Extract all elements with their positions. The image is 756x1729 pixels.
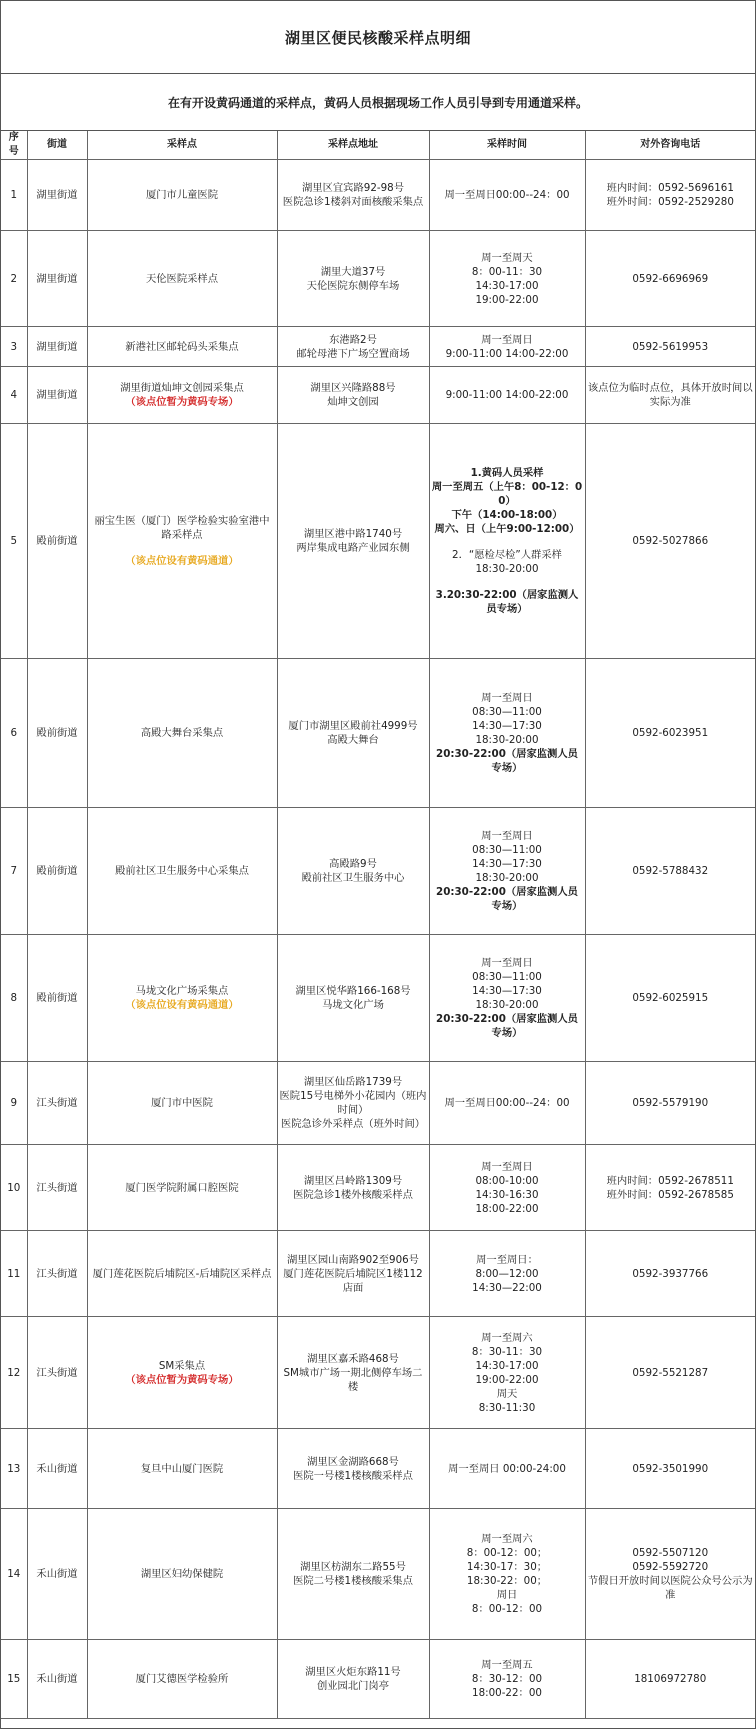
row-phone [585,231,755,327]
row-time [429,424,585,659]
row-street: 殿前街道 [27,659,87,808]
row-address [277,1145,429,1231]
site-name: 复旦中山厦门医院 [140,1462,224,1475]
header-index: 序 号 [1,131,27,160]
address-line: 两岸集成电路产业园东侧 [296,542,410,554]
phone-line: 0592-6696969 [632,272,709,285]
row-time [429,160,585,231]
row-street: 江头街道 [27,1317,87,1429]
address-line: 殿前社区卫生服务中心 [301,872,405,884]
time-line: 2．“愿检尽检”人群采样 [452,549,562,561]
table-row [1,1231,755,1317]
phone-line: 班外时间：0592-2529280 [606,196,734,208]
table-row [1,1640,755,1719]
time-line: 8:30-11:30 [478,1401,536,1414]
time-line: 18:30-20:00 [475,872,539,884]
time-line: 14:30—22:00 [472,1281,542,1294]
row-site [87,1317,277,1429]
row-phone [585,659,755,808]
row-time [429,231,585,327]
address-line: 医院15号电梯外小花园内（班内时间） [279,1090,427,1116]
row-phone [585,1062,755,1145]
row-address [277,1509,429,1640]
row-site [87,160,277,231]
address-line: 创业园北门岗亭 [316,1680,390,1692]
time-line: 8：00-11：30 [471,265,543,278]
time-line: 14:30-17:00 [475,1359,539,1372]
site-name: SM采集点 [158,1359,206,1372]
row-index: 11 [1,1231,27,1317]
time-line: 18:30-20:00 [475,563,539,575]
site-name: 天伦医院采样点 [145,272,219,285]
spacer [90,542,275,554]
header-phone: 对外咨询电话 [585,131,755,160]
site-name: 厦门莲花医院后埔院区-后埔院区采样点 [92,1267,272,1280]
phone-line: 18106972780 [634,1673,707,1685]
time-line: 周一至周日 [481,692,533,704]
row-address [277,1231,429,1317]
row-address [277,1429,429,1509]
time-line: 08:30—11:00 [472,844,542,856]
row-site [87,1145,277,1231]
row-index: 13 [1,1429,27,1509]
row-index: 3 [1,327,27,367]
site-name: 厦门市儿童医院 [145,189,219,201]
table-row [1,424,755,659]
row-street: 殿前街道 [27,935,87,1062]
address-line: 医院急诊外采样点（班外时间） [280,1118,426,1130]
table-row [1,1509,755,1640]
address-line: 医院急诊1楼斜对面核酸采集点 [282,196,424,208]
row-site [87,935,277,1062]
time-line: 18:30-20:00 [475,999,539,1011]
table-row [1,935,755,1062]
phone-line: 0592-5507120 [632,1547,709,1559]
phone-line: 0592-6023951 [632,727,709,739]
row-site [87,1062,277,1145]
row-time [429,1640,585,1719]
table-row [1,659,755,808]
time-line: 9:00-11:00 14:00-22:00 [445,347,569,360]
row-index: 10 [1,1145,27,1231]
site-name: 高殿大舞台采集点 [140,727,224,739]
address-line: 湖里大道37号 [320,265,386,278]
row-time [429,935,585,1062]
time-line-bold: 20:30-22:00（居家监测人员专场） [436,748,578,774]
row-phone [585,1231,755,1317]
time-line-bold: 20:30-22:00（居家监测人员专场） [436,1013,578,1039]
row-street: 湖里街道 [27,367,87,424]
time-line: 08:30—11:00 [472,971,542,983]
page-title: 湖里区便民核酸采样点明细 [284,28,471,47]
row-index: 6 [1,659,27,808]
row-time [429,1429,585,1509]
row-phone [585,424,755,659]
address-line: 灿坤文创园 [327,396,379,408]
phone-line: 该点位为临时点位，具体开放时间以实际为准 [587,382,753,408]
time-line: 周一至周日 [481,333,533,346]
row-address [277,424,429,659]
address-line: 湖里区园山南路902至906号 [287,1253,419,1266]
table-row [1,327,755,367]
time-line: 周日 [496,1589,518,1601]
row-street: 湖里街道 [27,231,87,327]
row-time [429,367,585,424]
row-index: 9 [1,1062,27,1145]
row-address [277,367,429,424]
time-line: 周一至周五（上午8：00-12：00） [431,481,583,507]
time-line: 周一至周日00:00--24：00 [444,189,570,201]
phone-line: 0592-5619953 [632,340,709,353]
time-line: 周一至周日 [481,957,533,969]
row-site [87,1640,277,1719]
time-line: 08:00-10:00 [475,1174,539,1187]
row-index: 5 [1,424,27,659]
row-phone [585,808,755,935]
row-address [277,1640,429,1719]
time-line: 14:30-17:00 [475,279,539,292]
sampling-table [1,131,755,1719]
time-line: 19:00-22:00 [475,1373,539,1386]
address-line: 湖里区枋湖东二路55号 [300,1561,406,1573]
address-line: 湖里区火炬东路11号 [305,1666,401,1678]
spacer [432,576,583,588]
row-street: 湖里街道 [27,160,87,231]
time-line: 14:30—17:30 [472,985,542,997]
table-header-row [1,131,755,160]
row-time [429,1145,585,1231]
phone-line: 0592-5592720 [632,1561,709,1573]
address-line: 厦门市湖里区殿前社4999号 [288,720,418,732]
row-street: 禾山街道 [27,1640,87,1719]
address-line: 湖里区仙岳路1739号 [303,1076,403,1088]
row-address [277,808,429,935]
phone-line: 班内时间：0592-5696161 [606,182,734,194]
row-address [277,1062,429,1145]
phone-line: 0592-5788432 [632,865,709,877]
table-row [1,808,755,935]
site-name: 湖里区妇幼保健院 [140,1568,224,1580]
row-address [277,935,429,1062]
row-address [277,1317,429,1429]
row-phone [585,1640,755,1719]
address-line: 医院一号楼1楼核酸采样点 [293,1469,413,1482]
time-line: 3.20:30-22:00（居家监测人员专场） [435,589,579,615]
row-street: 殿前街道 [27,424,87,659]
address-line: 湖里区吕岭路1309号 [303,1174,403,1187]
row-site [87,367,277,424]
site-note: （该点位暂为黄码专场） [125,1373,239,1386]
site-note: （该点位设有黄码通道） [125,999,239,1011]
row-site [87,808,277,935]
address-line: 医院急诊1楼外核酸采样点 [293,1188,413,1201]
row-index: 7 [1,808,27,935]
site-name: 厦门艾德医学检验所 [135,1673,229,1685]
row-phone [585,935,755,1062]
table-row [1,231,755,327]
site-note: （该点位暂为黄码专场） [125,396,239,408]
row-site [87,659,277,808]
time-line: 周一至周六 [481,1533,533,1545]
table-row [1,367,755,424]
row-site [87,231,277,327]
phone-line: 班内时间：0592-2678511 [606,1174,734,1187]
time-line: 周一至周日00:00--24：00 [444,1097,570,1109]
address-line: 湖里区港中路1740号 [303,528,403,540]
site-name: 厦门医学院附属口腔医院 [125,1181,239,1194]
time-line: 18:30-20:00 [475,734,539,746]
phone-line: 0592-5027866 [632,535,709,547]
row-site [87,424,277,659]
table-row [1,160,755,231]
row-time [429,1317,585,1429]
time-line: 周一至周五 [481,1659,533,1671]
title-row [1,1,755,74]
phone-line: 0592-5579190 [632,1097,709,1109]
time-line: 8：30-11：30 [471,1345,543,1358]
spacer [432,536,583,548]
header-site: 采样点 [87,131,277,160]
address-line: 厦门莲花医院后埔院区1楼112店面 [283,1267,423,1294]
time-line: 周一至周日 [481,1160,533,1173]
row-phone [585,160,755,231]
row-address [277,160,429,231]
time-line: 周天 [496,1387,518,1400]
row-site [87,1429,277,1509]
time-line: 周一至周日 [481,830,533,842]
time-line: 周一至周六 [481,1331,533,1344]
time-line-bold: 20:30-22:00（居家监测人员专场） [436,886,578,912]
time-line: 周一至周日 00:00-24:00 [448,1462,566,1475]
time-line: 14:30—17:30 [472,720,542,732]
site-name: 新港社区邮轮码头采集点 [125,340,239,353]
time-line: 14:30-17：30； [466,1561,548,1573]
site-name: 丽宝生医（厦门）医学检验实验室港中路采样点 [94,515,270,541]
site-note: （该点位设有黄码通道） [125,555,239,567]
time-line: 9:00-11:00 14:00-22:00 [445,389,569,401]
time-line: 18:30-22：00； [466,1575,548,1587]
time-line: 周一至周天 [481,251,533,264]
notice-text: 在有开设黄码通道的采样点，黄码人员根据现场工作人员引导到专用通道采样。 [167,95,588,110]
time-line: 下午（14:00-18:00） [451,509,563,521]
row-street: 殿前街道 [27,808,87,935]
time-line: 周一至周日： [476,1253,538,1266]
address-line: 医院二号楼1楼核酸采集点 [293,1575,413,1587]
time-line: 18:00-22：00 [472,1687,542,1699]
table-row [1,1429,755,1509]
address-line: 邮轮母港下广场空置商场 [296,347,410,360]
address-line: 东港路2号 [329,333,377,346]
row-index: 15 [1,1640,27,1719]
header-address: 采样点地址 [277,131,429,160]
time-line: 周六、日（上午9:00-12:00） [434,523,580,535]
row-street: 禾山街道 [27,1509,87,1640]
row-time [429,659,585,808]
phone-line: 0592-6025915 [632,992,709,1004]
time-line: 8：30-12：00 [471,1673,543,1685]
phone-line: 班外时间：0592-2678585 [606,1188,734,1201]
row-phone [585,1509,755,1640]
phone-line: 0592-3501990 [632,1462,709,1475]
row-index: 4 [1,367,27,424]
row-street: 江头街道 [27,1062,87,1145]
notice-row [1,74,755,131]
row-time [429,1231,585,1317]
row-site [87,327,277,367]
row-phone [585,367,755,424]
time-line: 14:30-16:30 [475,1188,539,1201]
row-address [277,659,429,808]
site-name: 厦门市中医院 [151,1097,213,1109]
address-line: 高殿路9号 [329,858,377,870]
table-row [1,1062,755,1145]
row-phone [585,1145,755,1231]
address-line: 湖里区嘉禾路468号 [307,1352,399,1365]
time-line: 08:30—11:00 [472,706,542,718]
row-index: 14 [1,1509,27,1640]
time-line: 18:00-22:00 [475,1202,539,1215]
row-site [87,1231,277,1317]
row-phone [585,327,755,367]
header-time: 采样时间 [429,131,585,160]
row-street: 江头街道 [27,1231,87,1317]
row-index: 1 [1,160,27,231]
site-name: 马垅文化广场采集点 [135,985,229,997]
phone-line: 节假日开放时间以医院公众号公示为准 [587,1575,753,1601]
address-line: 湖里区金湖路668号 [307,1455,399,1468]
address-line: 高殿大舞台 [327,734,379,746]
table-row [1,1317,755,1429]
address-line: 湖里区悦华路166-168号 [295,985,411,997]
row-time [429,1062,585,1145]
site-name: 殿前社区卫生服务中心采集点 [115,865,249,877]
row-time [429,808,585,935]
address-line: 马垅文化广场 [322,999,384,1011]
row-time [429,327,585,367]
site-name: 湖里街道灿坤文创园采集点 [120,382,244,394]
row-index: 12 [1,1317,27,1429]
time-line: 1.黄码人员采样 [470,467,544,479]
row-site [87,1509,277,1640]
row-index: 2 [1,231,27,327]
row-phone [585,1429,755,1509]
table-row [1,1145,755,1231]
address-line: 湖里区兴隆路88号 [310,382,396,394]
row-street: 江头街道 [27,1145,87,1231]
time-line: 19:00-22:00 [475,293,539,306]
address-line: SM城市广场一期北侧停车场二楼 [283,1366,423,1393]
phone-line: 0592-5521287 [632,1366,709,1379]
address-line: 天伦医院东侧停车场 [306,279,400,292]
address-line: 湖里区宜宾路92-98号 [302,182,404,194]
time-line: 14:30—17:30 [472,858,542,870]
row-street: 禾山街道 [27,1429,87,1509]
row-index: 8 [1,935,27,1062]
row-time [429,1509,585,1640]
row-phone [585,1317,755,1429]
row-street: 湖里街道 [27,327,87,367]
time-line: 8：00-12：00 [471,1603,543,1615]
header-street: 街道 [27,131,87,160]
row-address [277,327,429,367]
table-body [1,160,755,1719]
phone-line: 0592-3937766 [632,1267,709,1280]
time-line: 8：00-12：00； [466,1547,548,1559]
row-address [277,231,429,327]
time-line: 8:00—12:00 [475,1267,539,1280]
